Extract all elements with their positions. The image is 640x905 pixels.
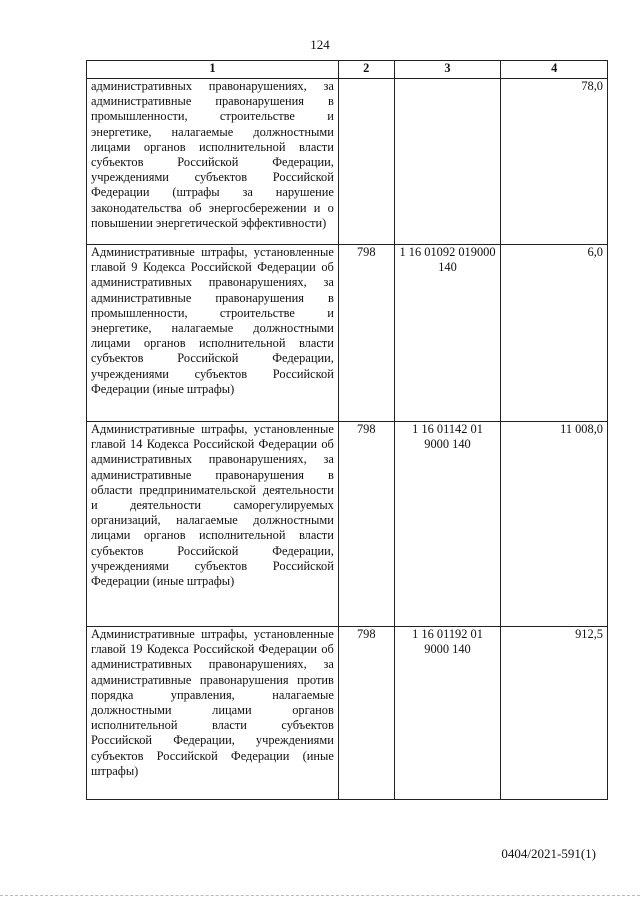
row-amount: 78,0 bbox=[501, 79, 608, 245]
table-row bbox=[87, 422, 608, 627]
row-amount: 11 008,0 bbox=[501, 422, 608, 627]
row-admin-code: 798 bbox=[338, 245, 394, 422]
column-header-3: 3 bbox=[394, 61, 501, 79]
row-kbk-code: 1 16 01192 01 9000 140 bbox=[394, 627, 501, 800]
revenue-table bbox=[86, 60, 608, 800]
row-amount: 912,5 bbox=[501, 627, 608, 800]
page-number: 124 bbox=[310, 37, 330, 52]
table-header-row bbox=[87, 61, 608, 79]
table-row bbox=[87, 79, 608, 245]
page-edge-divider bbox=[0, 895, 640, 896]
row-amount: 6,0 bbox=[501, 245, 608, 422]
table-row bbox=[87, 245, 608, 422]
document-reference: 0404/2021-591(1) bbox=[501, 846, 596, 861]
row-description: Административные штрафы, установленные главой 14 Кодекса Российской Федерации об административных правонарушениях, за административные правонарушения в области предпринимательской деятельности и деятельности саморегулируемых организаций, налагаемые должностными лицами органов исполнительной власти субъектов Российской Федерации, учреждениями субъектов Российской Федерации (иные штрафы) bbox=[87, 422, 339, 627]
row-description: административных правонарушениях, за административные правонарушения в промышленности, строительстве и энергетике, налагаемые должностными лицами органов исполнительной власти субъектов Российской Федерации, учреждениями субъектов Российской Федерации (штрафы за нарушение законодательства об энергосбережении и о повышении энергетической эффективности) bbox=[87, 79, 339, 245]
column-header-2: 2 bbox=[338, 61, 394, 79]
column-header-4: 4 bbox=[501, 61, 608, 79]
row-kbk-code: 1 16 01142 01 9000 140 bbox=[394, 422, 501, 627]
row-description: Административные штрафы, установленные главой 9 Кодекса Российской Федерации об административных правонарушениях, за административные правонарушения в промышленности, строительстве и энергетике, налагаемые должностными лицами органов исполнительной власти субъектов Российской Федерации, учреждениями субъектов Российской Федерации (иные штрафы) bbox=[87, 245, 339, 422]
row-admin-code bbox=[338, 79, 394, 245]
column-header-1: 1 bbox=[87, 61, 339, 79]
row-kbk-code bbox=[394, 79, 501, 245]
row-description: Административные штрафы, установленные главой 19 Кодекса Российской Федерации об административных правонарушениях, за административные правонарушения против порядка управления, налагаемые должностными лицами органов исполнительной власти субъектов Российской Федерации, учреждениями субъектов Российской Федерации (иные штрафы) bbox=[87, 627, 339, 800]
row-admin-code: 798 bbox=[338, 422, 394, 627]
row-admin-code: 798 bbox=[338, 627, 394, 800]
table-row bbox=[87, 627, 608, 800]
row-kbk-code: 1 16 01092 019000 140 bbox=[394, 245, 501, 422]
